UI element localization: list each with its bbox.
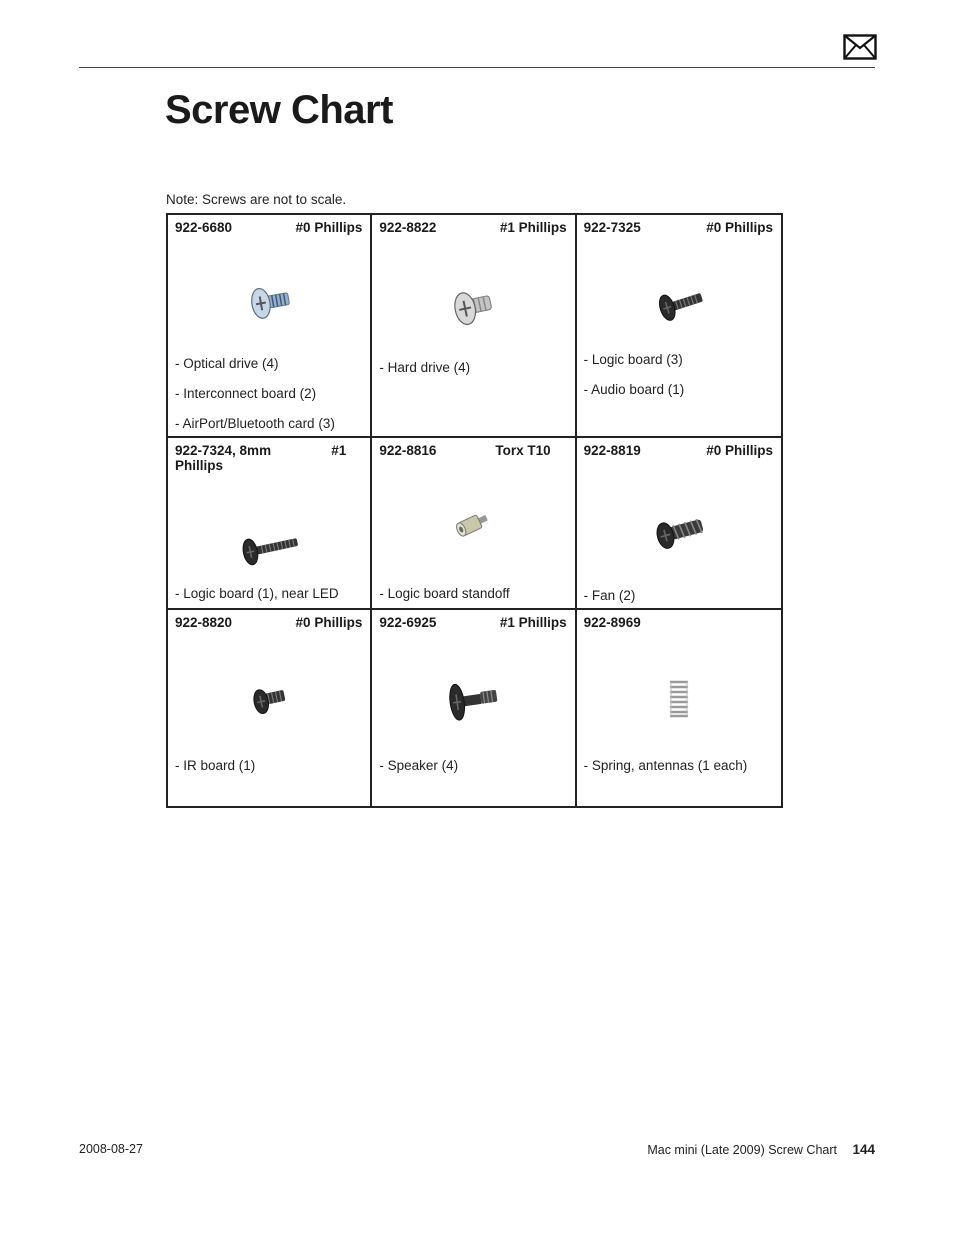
- part-number: 922-8819: [583, 443, 641, 458]
- usage-item: - Optical drive (4): [175, 356, 279, 371]
- black-long-screw-icon: [168, 526, 370, 570]
- usage-item: - Logic board standoff: [379, 586, 510, 601]
- screw-chart-table: [166, 213, 783, 808]
- usage-item: - Speaker (4): [379, 758, 459, 773]
- screw-cell: [577, 215, 781, 438]
- screw-cell: [168, 610, 372, 806]
- drive-type: #1: [331, 443, 347, 458]
- usage-item: - Spring, antennas (1 each): [583, 758, 748, 773]
- part-number: 922-8969: [583, 615, 641, 630]
- screw-cell: [372, 215, 576, 438]
- drive-type: #1 Phillips: [499, 220, 567, 235]
- usage-item: - Interconnect board (2): [175, 386, 317, 401]
- screw-cell: [372, 610, 576, 806]
- black-screw-icon: [577, 283, 781, 327]
- usage-item: - Fan (2): [583, 588, 636, 603]
- part-number: 922-8822: [379, 220, 437, 235]
- header-rule: [79, 67, 875, 68]
- usage-item: - Hard drive (4): [379, 360, 471, 375]
- part-number: 922-7325: [583, 220, 641, 235]
- usage-item: - Logic board (1), near LED: [175, 586, 339, 601]
- drive-type: #1 Phillips: [499, 615, 567, 630]
- drive-type: #0 Phillips: [295, 220, 363, 235]
- usage-item: - Logic board (3): [583, 352, 683, 367]
- footer-title: Mac mini (Late 2009) Screw Chart: [647, 1143, 837, 1157]
- scale-note: Note: Screws are not to scale.: [166, 192, 347, 207]
- standoff-icon: [372, 504, 574, 544]
- footer-doc-title: [647, 1142, 875, 1157]
- screw-cell: [577, 438, 781, 610]
- part-number: 922-8816: [379, 443, 437, 458]
- page-number: 144: [852, 1142, 875, 1157]
- screw-cell: [168, 438, 372, 610]
- screw-cell: [372, 438, 576, 610]
- mail-envelope-icon[interactable]: [843, 34, 877, 60]
- black-short-screw-icon: [168, 680, 370, 720]
- drive-type: #0 Phillips: [295, 615, 363, 630]
- usage-item: - IR board (1): [175, 758, 256, 773]
- page-title: Screw Chart: [165, 88, 393, 132]
- part-number: 922-6925: [379, 615, 437, 630]
- part-number: 922-7324, 8mm Phillips: [175, 443, 272, 473]
- black-flat-head-screw-icon: [372, 676, 574, 724]
- drive-type: #0 Phillips: [706, 443, 773, 458]
- silver-blue-screw-icon: [168, 281, 370, 325]
- spring-icon: [577, 678, 781, 720]
- drive-type: #0 Phillips: [706, 220, 773, 235]
- footer-date: 2008-08-27: [79, 1142, 143, 1156]
- part-number: 922-6680: [175, 220, 233, 235]
- screw-cell: [577, 610, 781, 806]
- drive-type: Torx T10: [495, 443, 551, 458]
- usage-item: - Audio board (1): [583, 382, 685, 397]
- silver-shoulder-screw-icon: [372, 285, 574, 329]
- part-number: 922-8820: [175, 615, 233, 630]
- screw-cell: [168, 215, 372, 438]
- black-coarse-screw-icon: [577, 510, 781, 554]
- usage-item: - AirPort/Bluetooth card (3): [175, 416, 335, 431]
